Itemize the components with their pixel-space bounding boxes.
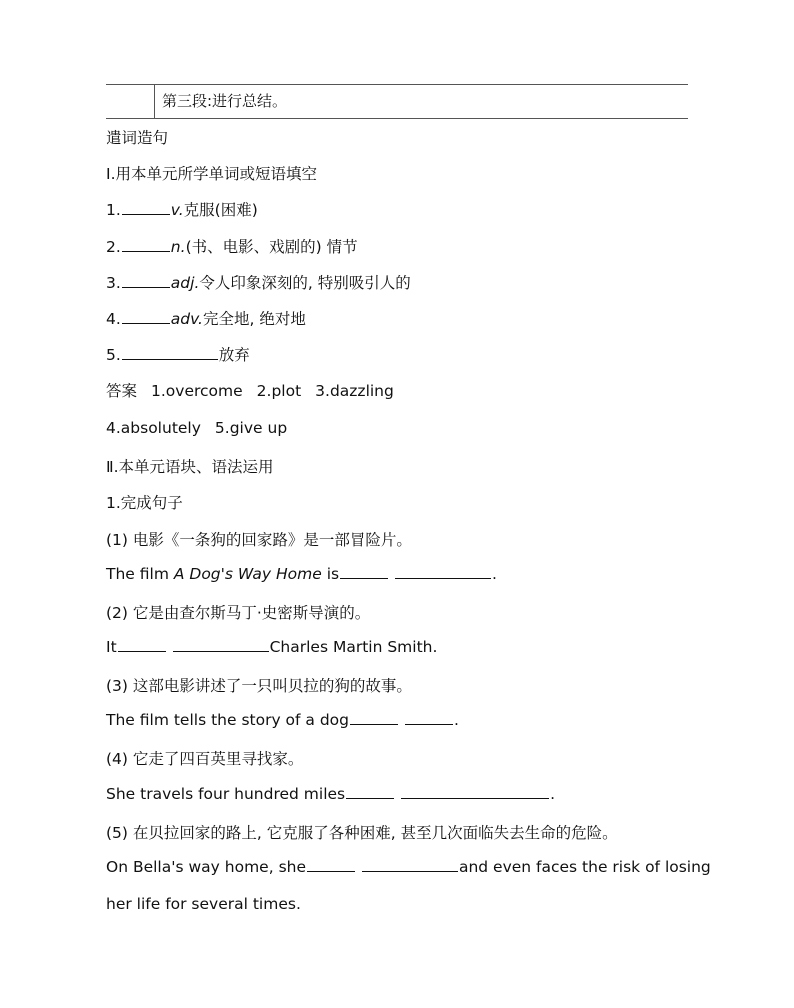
sentence-text: The film tells the story of a dog [106,711,350,729]
answer-blank[interactable] [122,309,170,324]
item-number: 5. [106,346,121,364]
answer-text: 5.give up [214,419,288,437]
table-cell-text: 第三段:进行总结。 [162,92,288,110]
answer-text: 2.plot [256,382,302,400]
answer-blank[interactable] [118,637,166,652]
sentence-1-english [106,564,497,584]
item-number: 1. [106,201,121,219]
vocab-item-4 [106,309,306,329]
answer-text: 4.absolutely [106,419,201,437]
sentence-text: . [453,711,459,729]
item-number: 4. [106,310,121,328]
part1-title: Ⅰ.用本单元所学单词或短语填空 [106,165,317,183]
answer-blank[interactable] [307,857,355,872]
sentence-3-english [106,710,459,730]
sentence-text: It [106,638,117,656]
vocab-item-2 [106,237,358,257]
answer-blank[interactable] [122,237,170,252]
table-fragment [106,84,688,119]
sentence-text: The film [106,565,174,583]
sentence-text: She travels four hundred miles [106,785,346,803]
item-meaning: 令人印象深刻的, 特别吸引人的 [199,274,411,292]
sentence-4-chinese: (4) 它走了四百英里寻找家。 [106,750,304,768]
sentence-text: is [321,565,340,583]
part-of-speech: adj. [170,274,200,292]
part2-title: Ⅱ.本单元语块、语法运用 [106,458,274,476]
part-of-speech: n. [170,238,186,256]
answer-blank[interactable] [350,710,398,725]
answer-blank[interactable] [401,784,549,799]
sentence-text: Charles Martin Smith. [269,638,438,656]
sentence-5-english [106,857,711,877]
sentence-text: . [492,565,497,583]
part2-subtitle: 1.完成句子 [106,494,183,512]
part-of-speech: adv. [170,310,203,328]
answer-blank[interactable] [173,637,269,652]
answer-blank[interactable] [340,564,388,579]
item-meaning: 放弃 [218,346,250,364]
part-of-speech: v. [170,201,184,219]
answer-blank[interactable] [122,273,170,288]
answer-blank[interactable] [405,710,453,725]
item-number: 3. [106,274,121,292]
answer-blank[interactable] [362,857,458,872]
answer-blank[interactable] [122,345,218,360]
sentence-5-chinese: (5) 在贝拉回家的路上, 它克服了各种困难, 甚至几次面临失去生命的危险。 [106,824,618,842]
answer-blank[interactable] [122,200,170,215]
item-number: 2. [106,238,121,256]
answer-blank[interactable] [346,784,394,799]
answers-line-1 [106,381,394,401]
item-meaning: 完全地, 绝对地 [202,310,306,328]
sentence-4-english [106,784,555,804]
table-column-divider [154,85,155,118]
answer-text: 3.dazzling [315,382,394,400]
answers-line-2 [106,418,287,438]
sentence-text: . [550,785,555,803]
sentence-1-chinese: (1) 电影《一条狗的回家路》是一部冒险片。 [106,531,412,549]
answer-label: 答案 [106,382,138,400]
sentence-5-english-cont: her life for several times. [106,895,301,913]
vocab-item-5 [106,345,250,365]
item-meaning: (书、电影、戏剧的) 情节 [185,238,358,256]
section-title: 遣词造句 [106,129,169,147]
vocab-item-3 [106,273,411,293]
sentence-3-chinese: (3) 这部电影讲述了一只叫贝拉的狗的故事。 [106,677,412,695]
vocab-item-1 [106,200,258,220]
answer-text: 1.overcome [151,382,243,400]
film-title: A Dog's Way Home [173,565,322,583]
answer-blank[interactable] [395,564,491,579]
item-meaning: 克服(困难) [183,201,258,219]
sentence-text: On Bella's way home, she [106,858,307,876]
sentence-text: and even faces the risk of losing [458,858,711,876]
sentence-2-english [106,637,437,657]
sentence-2-chinese: (2) 它是由查尔斯马丁·史密斯导演的。 [106,604,371,622]
